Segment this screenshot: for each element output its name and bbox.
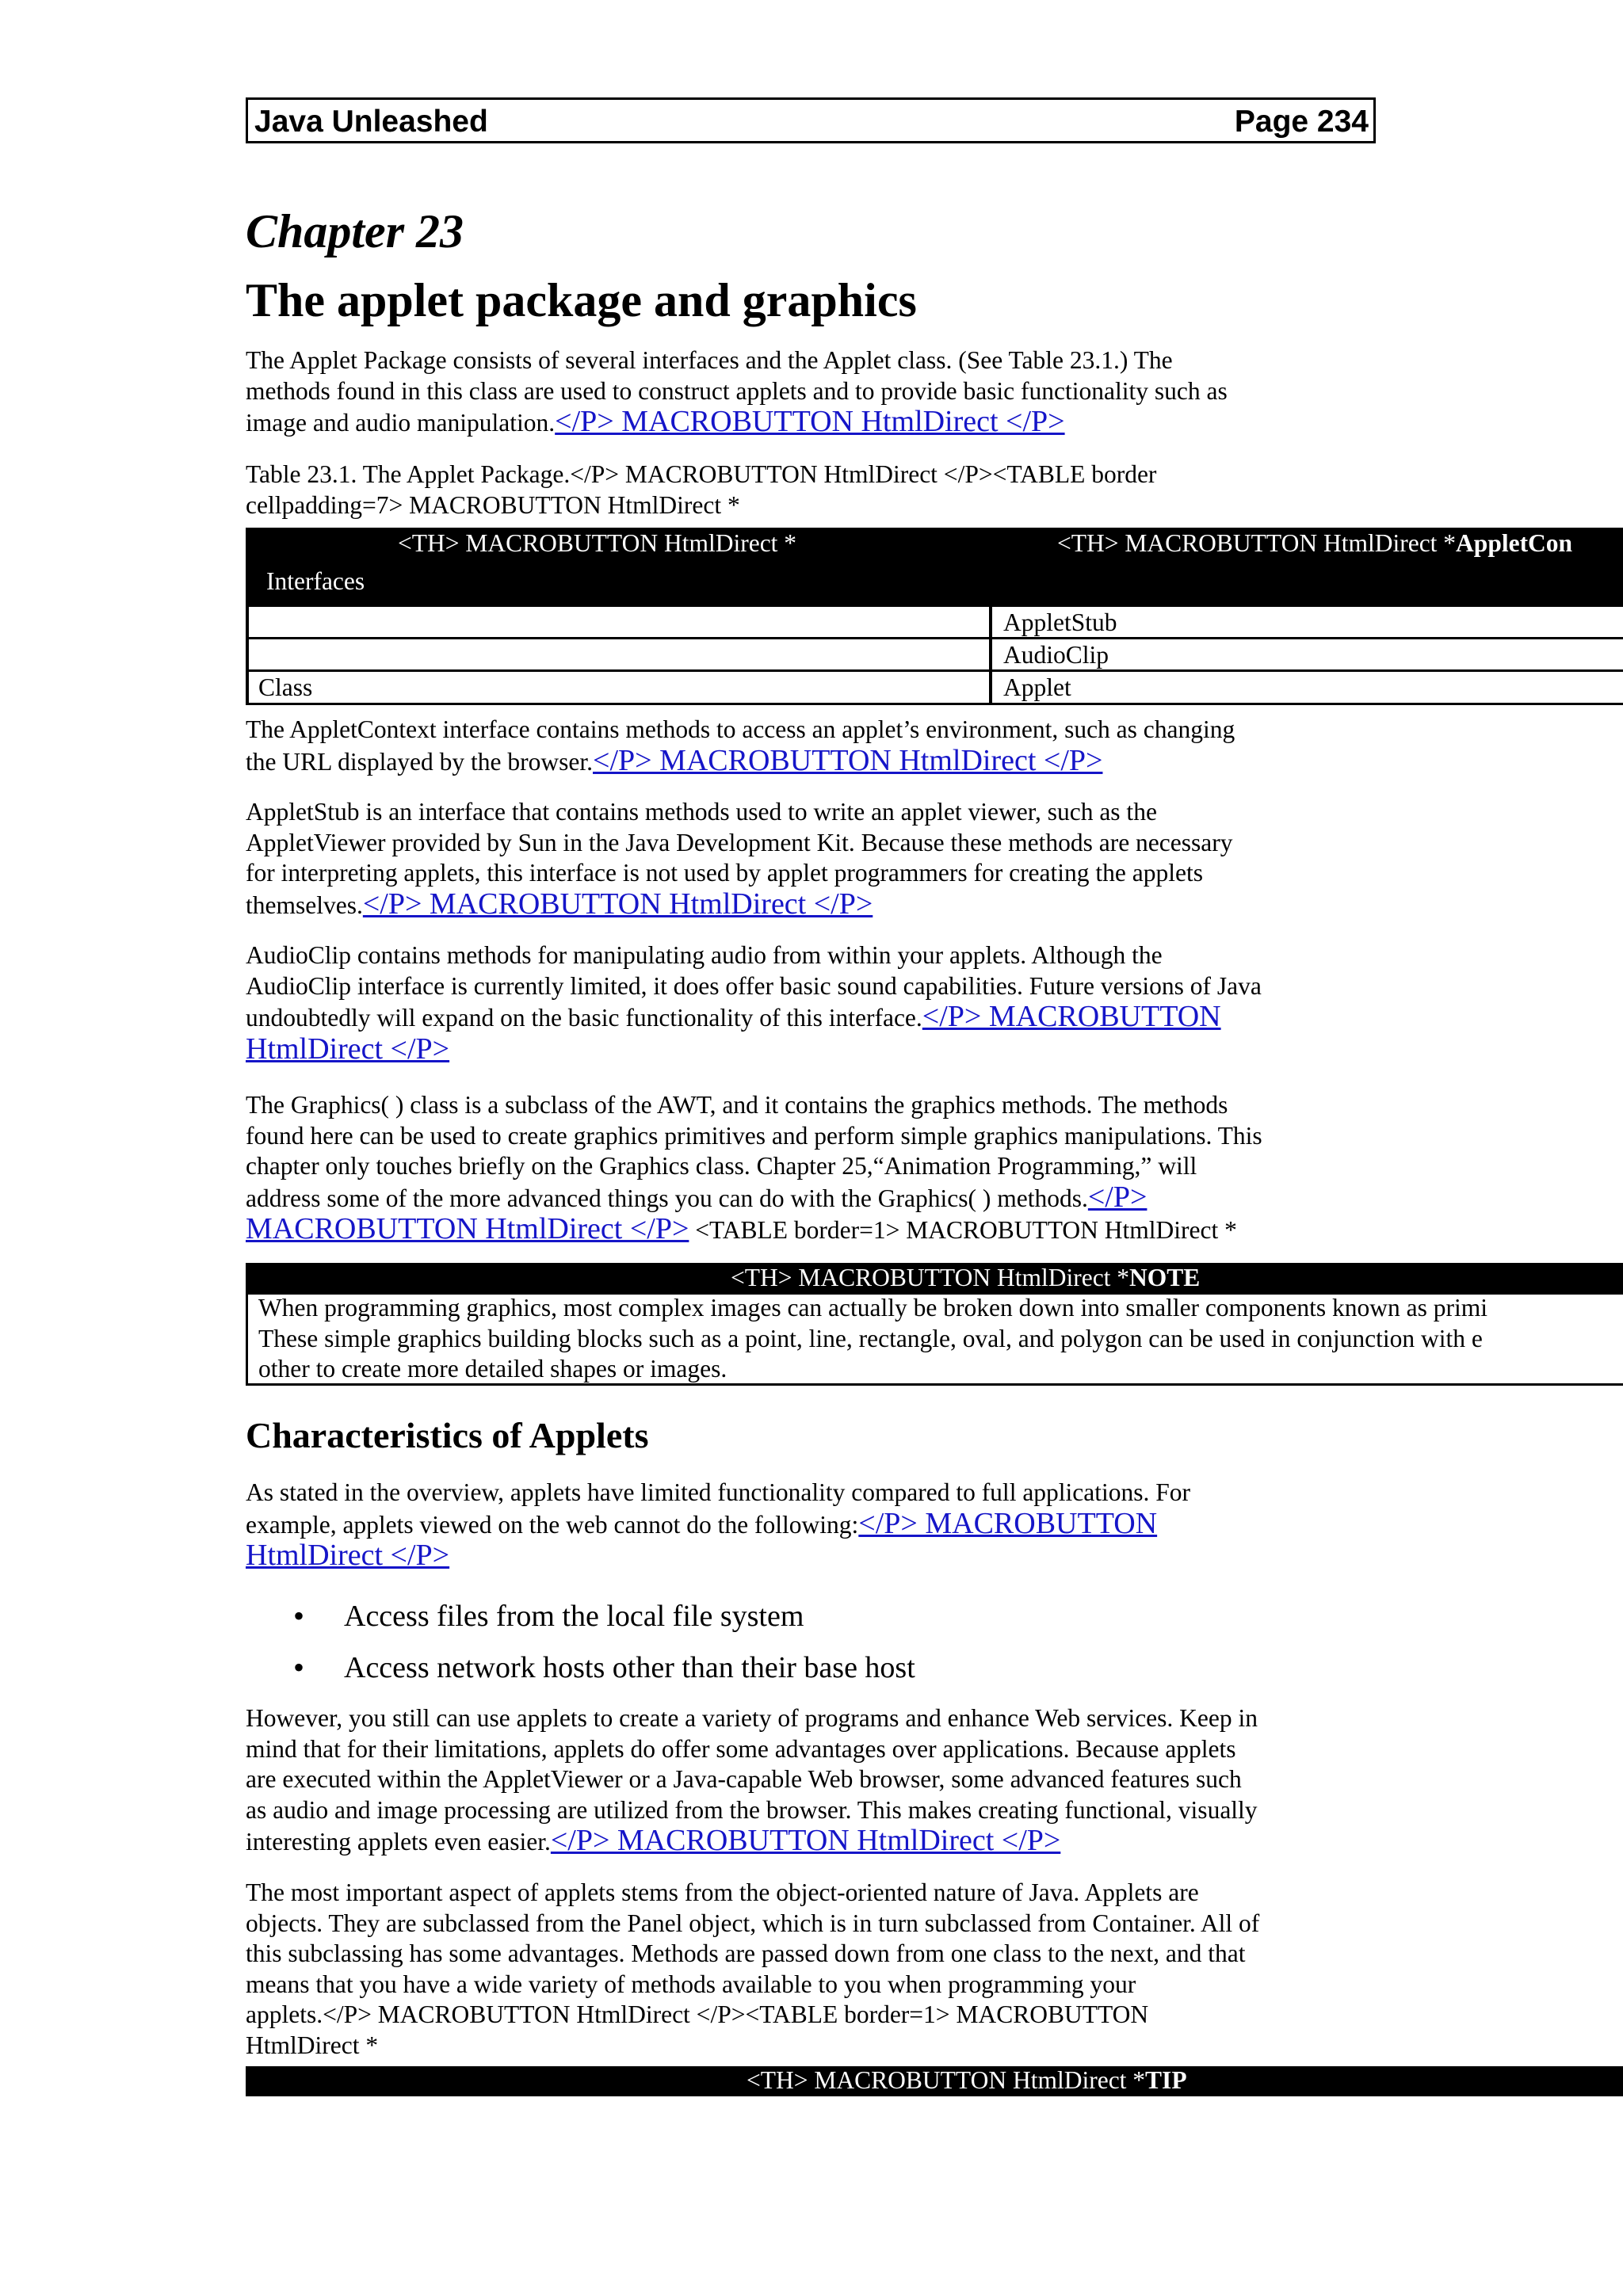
table-cell: Class (258, 673, 313, 701)
table-border-left (246, 607, 249, 705)
table-cell: Applet (1003, 673, 1071, 701)
appletcontext-paragraph: The AppletContext interface contains methods to access an applet’s environment, such as changing the URL displayed by the browser.</P> MACROBUTTON HtmlDirect </P> (246, 715, 1235, 777)
table-header-bar: <TH> MACROBUTTON HtmlDirect * <TH> MACROBUTTON HtmlDirect *AppletCon Interfaces (246, 528, 1623, 607)
table-border-mid (989, 607, 992, 705)
section-heading: Characteristics of Applets (246, 1415, 649, 1455)
intro-paragraph: The Applet Package consists of several interfaces and the Applet class. (See Table 23.1.) The methods found in this class are used to construct applets and to provide basic functionality such as image and audio manipulation.</P> MACROBUTTON HtmlDirect </P> (246, 346, 1228, 438)
tip-header-bar: <TH> MACROBUTTON HtmlDirect *TIP (246, 2066, 1623, 2096)
macrobutton-link[interactable]: </P> MACROBUTTON HtmlDirect </P> (550, 1824, 1061, 1857)
note-body: When programming graphics, most complex images can actually be broken down into smaller components known as primi These simple graphics building blocks such as a point, line, rectangle, oval, and polygon can be used in conjunction with e other to create more detailed shapes or images. (258, 1294, 1488, 1383)
page-header (246, 97, 1376, 143)
macrobutton-link[interactable]: </P> MACROBUTTON (858, 1506, 1158, 1540)
macrobutton-link[interactable]: </P> (1087, 1180, 1148, 1214)
chapter-title: The applet package and graphics (246, 274, 917, 326)
table-rule (246, 669, 1623, 672)
important-paragraph: The most important aspect of applets stems from the object-oriented nature of Java. Applets are objects. They are subclassed from the Panel object, which is in turn subclassed from Container. All of this subclassing has some advantages. Methods are passed down from one class to the next, and that means that you have a wide variety of methods available to you when programming your applets.</P> MACROBUTTON HtmlDirect </P><TABLE border=1> MACROBUTTON HtmlDirect * (246, 1878, 1260, 2059)
graphics-paragraph: The Graphics( ) class is a subclass of the AWT, and it contains the graphics methods. The methods found here can be used to create graphics primitives and perform simple graphics manipulations. This chapter only touches briefly on the Graphics class. Chapter 25,“Animation Programming,” will address some of the more advanced things you can do with the Graphics( ) methods.</P> MACROBUTTON HtmlDirect </P> <TABLE border=1> MACROBUTTON HtmlDirect * (246, 1091, 1262, 1245)
macrobutton-link[interactable]: HtmlDirect </P> (246, 1539, 450, 1572)
macrobutton-link[interactable]: </P> MACROBUTTON HtmlDirect </P> (555, 405, 1065, 438)
bullet-icon: • (293, 1650, 305, 1685)
table-header-2: <TH> MACROBUTTON HtmlDirect *AppletCon (1057, 529, 1573, 557)
table-rule (246, 703, 1623, 705)
table-cell: AppletStub (1003, 608, 1117, 636)
macrobutton-link[interactable]: </P> MACROBUTTON (922, 1000, 1221, 1033)
audioclip-paragraph: AudioClip contains methods for manipulating audio from within your applets. Although the AudioClip interface is currently limited, it does offer basic sound capabilities. Future versions of Java undoubtedly will expand on the basic functionality of this interface.</P> MACROBUTTON HtmlDirect </P> (246, 941, 1262, 1066)
macrobutton-link[interactable]: </P> MACROBUTTON HtmlDirect </P> (362, 887, 873, 921)
macrobutton-link[interactable]: HtmlDirect </P> (246, 1032, 450, 1066)
page-number: Page 234 (1234, 105, 1369, 139)
however-paragraph: However, you still can use applets to create a variety of programs and enhance Web services. Keep in mind that for their limitations, applets do offer some advantages over applications. Because applets are executed within the AppletViewer or a Java-capable Web browser, some advanced features such as audio and image processing are utilized from the browser. This makes creating functional, visually interesting applets even easier.</P> MACROBUTTON HtmlDirect </P> (246, 1704, 1258, 1857)
book-title: Java Unleashed (254, 105, 488, 139)
note-header-bar: <TH> MACROBUTTON HtmlDirect *NOTE (246, 1263, 1623, 1295)
chapter-label: Chapter 23 (246, 205, 464, 257)
characteristics-paragraph: As stated in the overview, applets have limited functionality compared to full applications. For example, applets viewed on the web cannot do the following:</P> MACROBUTTON HtmlDirect </P> (246, 1478, 1191, 1572)
table-cell: AudioClip (1003, 641, 1109, 669)
macrobutton-link[interactable]: </P> MACROBUTTON HtmlDirect </P> (593, 743, 1103, 777)
table-rule (246, 637, 1623, 639)
macrobutton-link[interactable]: MACROBUTTON HtmlDirect </P> (246, 1212, 689, 1245)
appletstub-paragraph: AppletStub is an interface that contains methods used to write an applet viewer, such as the AppletViewer provided by Sun in the Java Development Kit. Because these methods are necessary for interpreting applets, this interface is not used by applet programmers for creating the applets themselves.</P> MACROBUTTON HtmlDirect </P> (246, 798, 1233, 921)
bullet-icon: • (293, 1598, 305, 1634)
table-caption: Table 23.1. The Applet Package.</P> MACROBUTTON HtmlDirect </P><TABLE border cellpadding=7> MACROBUTTON HtmlDirect * (246, 460, 1157, 519)
